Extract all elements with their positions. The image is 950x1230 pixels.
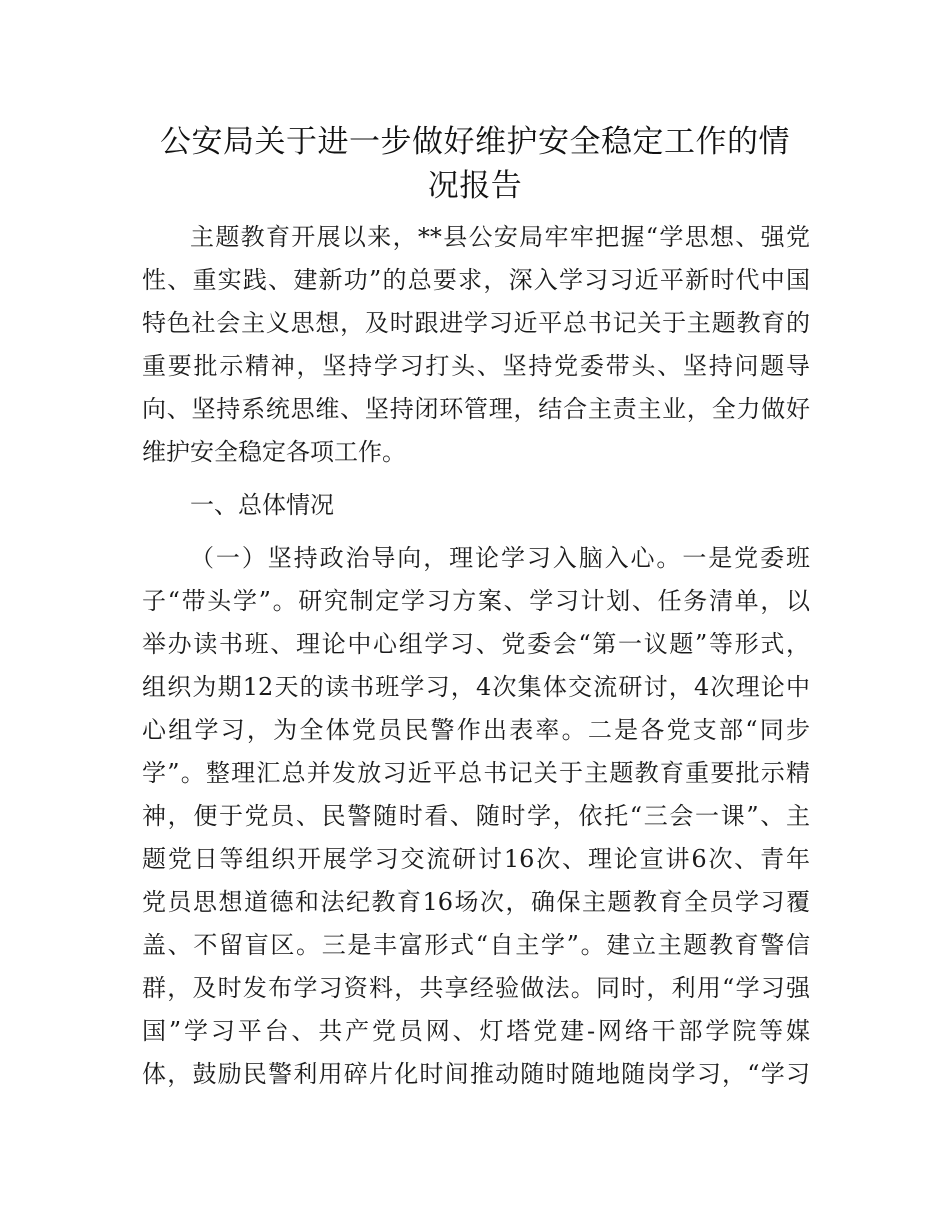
paragraph-2-line: 体，鼓励民警利用碎片化时间推动随时随地随岗学习，“学习 bbox=[142, 1060, 810, 1088]
paragraph-2-line: 题党日等组织开展学习交流研讨16次、理论宣讲6次、青年 bbox=[142, 845, 810, 873]
paragraph-2-line: 党员思想道德和法纪教育16场次，确保主题教育全员学习覆 bbox=[142, 888, 810, 916]
section-heading: 一、总体情况 bbox=[190, 491, 334, 519]
paragraph-2-line: 举办读书班、理论中心组学习、党委会“第一议题”等形式， bbox=[142, 630, 810, 658]
paragraph-2-line: 国”学习平台、共产党员网、灯塔党建-网络干部学院等媒 bbox=[142, 1017, 810, 1045]
paragraph-2-line: 学”。整理汇总并发放习近平总书记关于主题教育重要批示精 bbox=[142, 759, 810, 787]
paragraph-1-line: 主题教育开展以来，**县公安局牢牢把握“学思想、强党 bbox=[190, 223, 810, 251]
paragraph-1-line: 重要批示精神，坚持学习打头、坚持党委带头、坚持问题导 bbox=[142, 352, 810, 380]
document-title-line-1: 公安局关于进一步做好维护安全稳定工作的情 bbox=[160, 124, 790, 160]
paragraph-2-line: 神，便于党员、民警随时看、随时学，依托“三会一课”、主 bbox=[142, 802, 810, 830]
paragraph-1-line: 向、坚持系统思维、坚持闭环管理，结合主责主业，全力做好 bbox=[142, 395, 810, 423]
paragraph-2-line: 子“带头学”。研究制定学习方案、学习计划、任务清单，以 bbox=[142, 587, 810, 615]
paragraph-2-line: 组织为期12天的读书班学习，4次集体交流研讨，4次理论中 bbox=[142, 673, 810, 701]
paragraph-1-line: 特色社会主义思想，及时跟进学习近平总书记关于主题教育的 bbox=[142, 309, 810, 337]
paragraph-2-line: 心组学习，为全体党员民警作出表率。二是各党支部“同步 bbox=[142, 716, 810, 744]
paragraph-1-line: 维护安全稳定各项工作。 bbox=[142, 438, 406, 466]
paragraph-1-line: 性、重实践、建新功”的总要求，深入学习习近平新时代中国 bbox=[142, 266, 810, 294]
paragraph-2-line: 群，及时发布学习资料，共享经验做法。同时，利用“学习强 bbox=[142, 974, 810, 1002]
paragraph-2-line: （一）坚持政治导向，理论学习入脑入心。一是党委班 bbox=[190, 544, 810, 572]
paragraph-2-line: 盖、不留盲区。三是丰富形式“自主学”。建立主题教育警信 bbox=[142, 931, 810, 959]
document-title-line-2: 况报告 bbox=[427, 168, 523, 204]
